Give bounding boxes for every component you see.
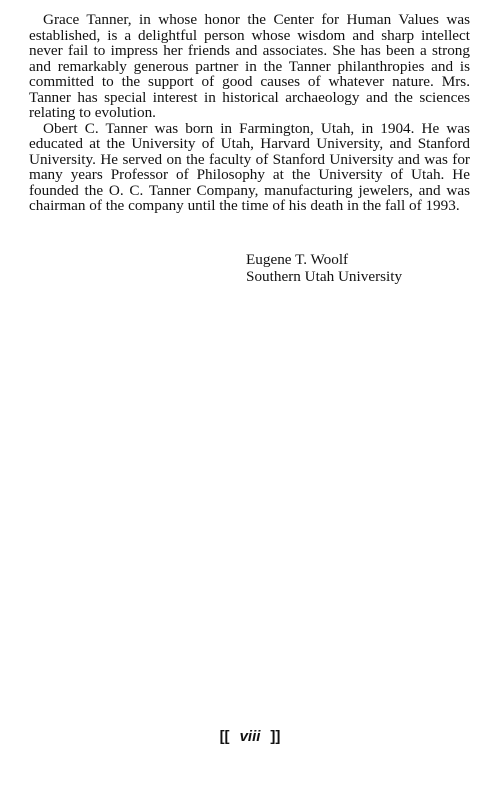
author-affiliation: Southern Utah University	[246, 268, 403, 285]
paragraph-grace-tanner: Grace Tanner, in whose honor the Center for Human Values was established, is a delightful person whose wisdom and sharp intellect never fail to impress her friends and associates. She has been a strong and remarkably generous partner in the Tanner philanthropies and is committed to the support of good causes of whatever nature. Mrs. Tanner has special interest in historical archaeology and the sciences relating to evolution.	[29, 11, 470, 121]
folio-close-bracket: ]]	[270, 728, 281, 745]
paragraph-obert-tanner: Obert C. Tanner was born in Farmington, Utah, in 1904. He was educated at the University of Utah, Harvard University, and Stanford University. He served on the faculty of Stanford University and was for many years Professor of Philosophy at the University of Utah. He founded the O. C. Tanner Company, manufacturing jewelers, and was chairman of the company until the time of his death in the fall of 1993.	[29, 119, 470, 214]
page-number: viii	[239, 728, 261, 745]
page-folio	[0, 728, 500, 746]
signature-block	[246, 251, 486, 285]
folio-open-bracket: [[	[219, 728, 230, 745]
author-name: Eugene T. Woolf	[246, 251, 349, 268]
body-text	[29, 12, 470, 214]
